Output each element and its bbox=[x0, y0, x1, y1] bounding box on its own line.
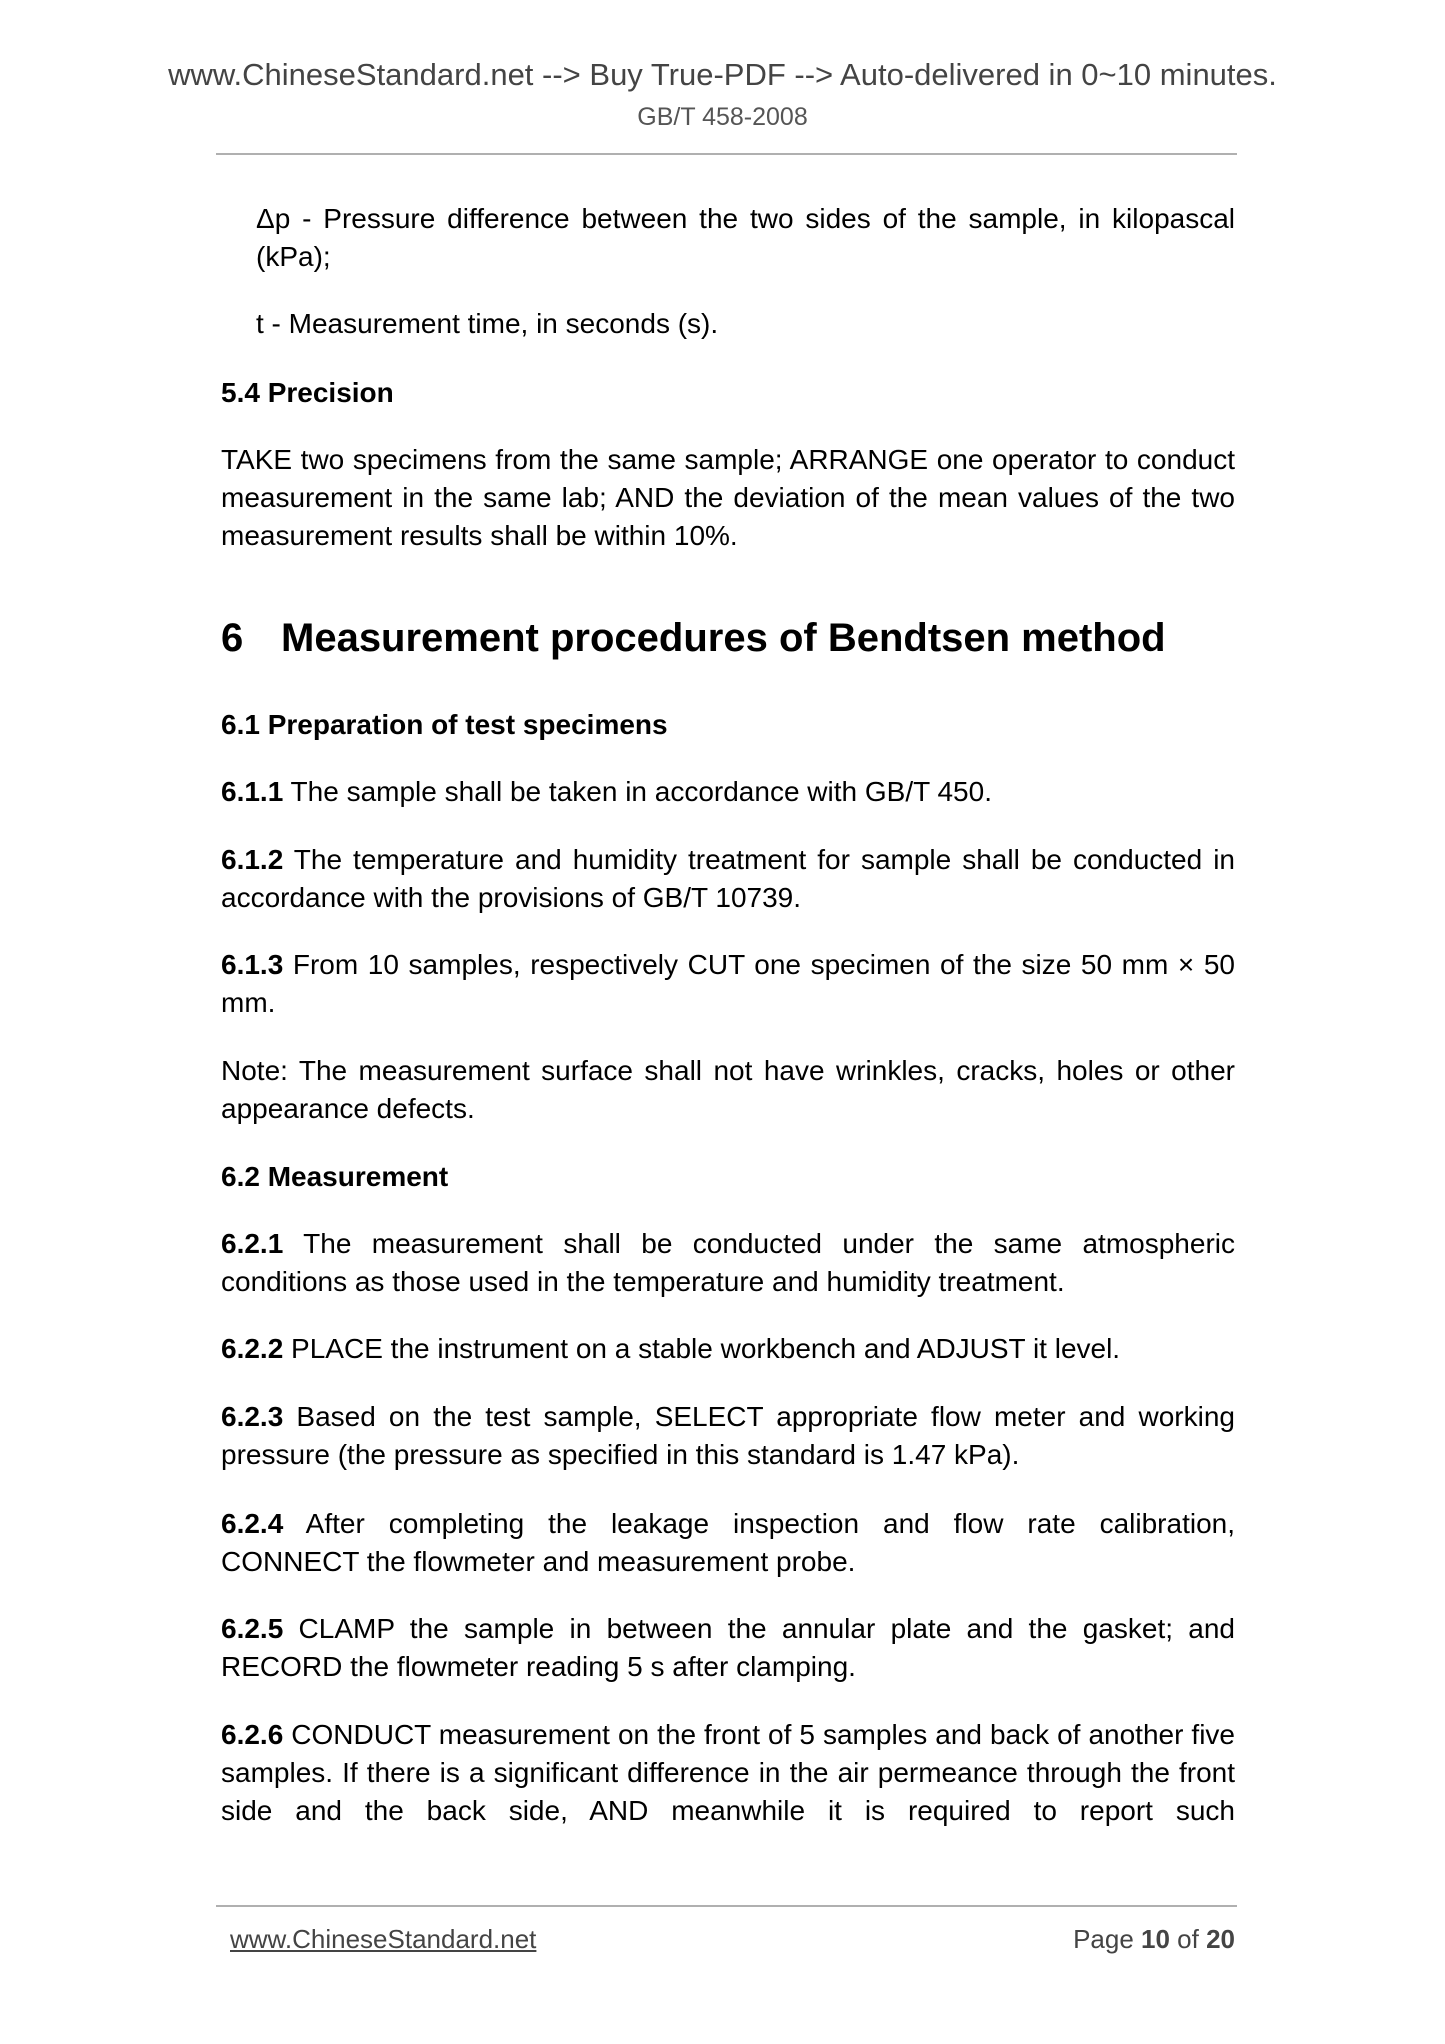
note: Note: The measurement surface shall not have wrinkles, cracks, holes or other appearance defects. bbox=[221, 1055, 1235, 1124]
clause-text: After completing the leakage inspection and flow rate calibration, CONNECT the flowmeter and measurement probe. bbox=[221, 1508, 1235, 1577]
clause-number: 6.2.5 bbox=[221, 1613, 284, 1644]
header-divider bbox=[216, 153, 1237, 155]
clause-text: The sample shall be taken in accordance with GB/T 450. bbox=[283, 776, 992, 807]
footer-divider bbox=[216, 1905, 1237, 1907]
clause-text: PLACE the instrument on a stable workbench and ADJUST it level. bbox=[283, 1333, 1121, 1364]
section-5-4-text: TAKE two specimens from the same sample; ARRANGE one operator to conduct measurement in the same lab; AND the deviation of the mean values of the two measurement results shall be within 10%. bbox=[221, 444, 1235, 551]
clause-text: From 10 samples, respectively CUT one specimen of the size 50 mm × 50 mm. bbox=[221, 949, 1235, 1018]
clause-number: 6.2.6 bbox=[221, 1719, 284, 1750]
clause-text: Based on the test sample, SELECT appropriate flow meter and working pressure (the pressure as specified in this standard is 1.47 kPa). bbox=[221, 1401, 1235, 1470]
dp-definition: Δp - Pressure difference between the two sides of the sample, in kilopascal (kPa); bbox=[256, 203, 1235, 272]
section-6-1-title: 6.1 Preparation of test specimens bbox=[221, 709, 668, 740]
document-id: GB/T 458-2008 bbox=[637, 103, 808, 131]
clause-number: 6.2.2 bbox=[221, 1333, 284, 1364]
clause-number: 6.1.2 bbox=[221, 844, 284, 875]
clause-text: CONDUCT measurement on the front of 5 samples and back of another five samples. If there is a significant difference in the air permeance through the front side and the back side, AND meanwhile it is required to report such bbox=[221, 1719, 1235, 1826]
clause-6-2-1 bbox=[221, 1225, 1235, 1301]
clause-number: 6.1.3 bbox=[221, 949, 284, 980]
clause-text: CLAMP the sample in between the annular plate and the gasket; and RECORD the flowmeter reading 5 s after clamping. bbox=[221, 1613, 1235, 1682]
header-banner: www.ChineseStandard.net --> Buy True-PDF --> Auto-delivered in 0~10 minutes. bbox=[168, 57, 1277, 92]
section-6-number: 6 bbox=[221, 616, 244, 660]
page-of: of bbox=[1169, 1924, 1207, 1954]
clause-6-1-1 bbox=[221, 773, 1235, 811]
section-6-2-title: 6.2 Measurement bbox=[221, 1161, 449, 1192]
page-current: 10 bbox=[1141, 1924, 1170, 1954]
clause-number: 6.1.1 bbox=[221, 776, 284, 807]
clause-6-2-2 bbox=[221, 1330, 1235, 1368]
clause-6-2-4 bbox=[221, 1505, 1235, 1581]
clause-number: 6.2.1 bbox=[221, 1228, 284, 1259]
clause-6-2-6 bbox=[221, 1716, 1235, 1830]
clause-text: The temperature and humidity treatment for sample shall be conducted in accordance with the provisions of GB/T 10739. bbox=[221, 844, 1235, 913]
section-5-4-title: 5.4 Precision bbox=[221, 377, 394, 408]
clause-6-1-3 bbox=[221, 946, 1235, 1022]
clause-6-2-3 bbox=[221, 1398, 1235, 1474]
footer-website-link[interactable]: www.ChineseStandard.net bbox=[230, 1924, 537, 1954]
clause-number: 6.2.4 bbox=[221, 1508, 284, 1539]
section-6-title: Measurement procedures of Bendtsen method bbox=[281, 616, 1166, 660]
clause-6-2-5 bbox=[221, 1610, 1235, 1686]
clause-number: 6.2.3 bbox=[221, 1401, 284, 1432]
page-total: 20 bbox=[1206, 1924, 1235, 1954]
section-6-heading bbox=[221, 614, 1166, 662]
clause-text: The measurement shall be conducted under the same atmospheric conditions as those used in the temperature and humidity treatment. bbox=[221, 1228, 1235, 1297]
clause-6-1-2 bbox=[221, 841, 1235, 917]
t-definition: t - Measurement time, in seconds (s). bbox=[256, 308, 719, 339]
page-label: Page bbox=[1073, 1924, 1142, 1954]
page-indicator bbox=[1073, 1924, 1235, 1955]
